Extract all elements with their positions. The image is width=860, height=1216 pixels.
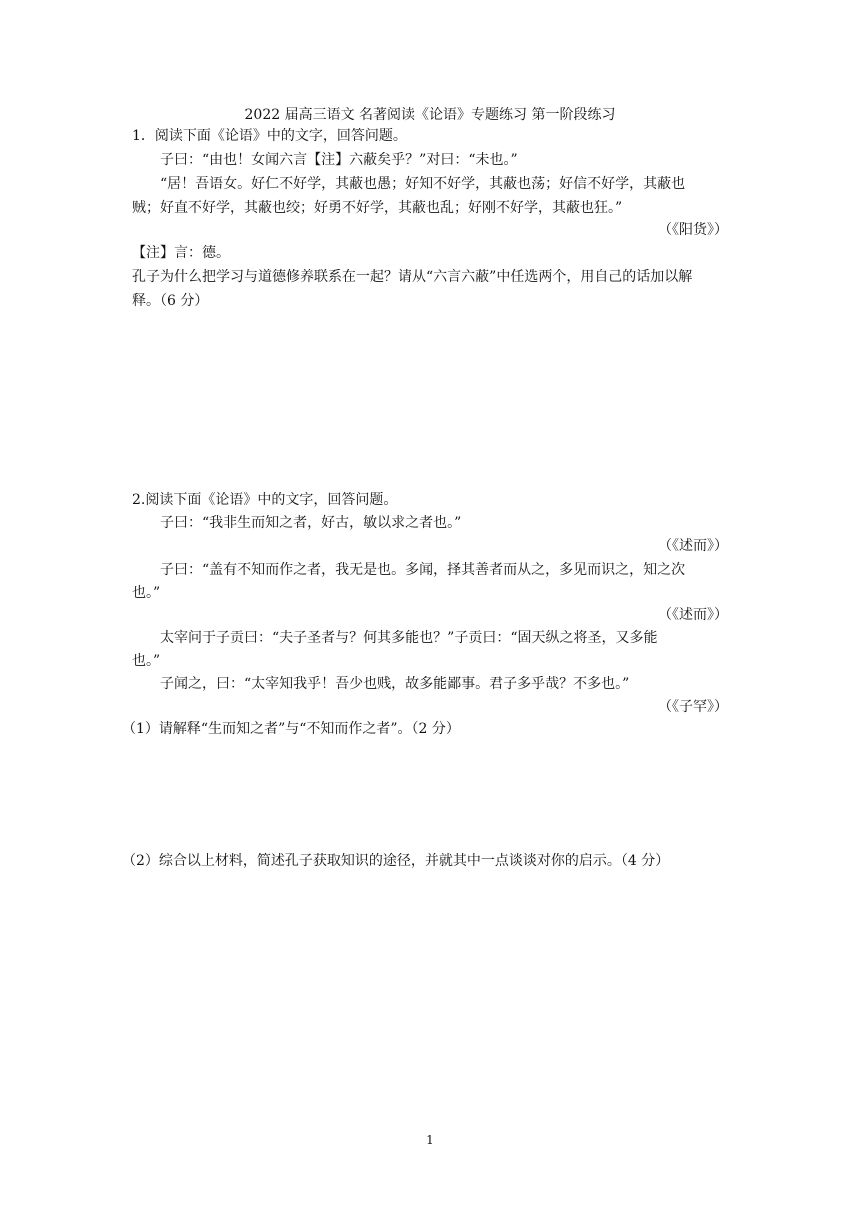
document-title: 2022 届高三语文 名著阅读《论语》专题练习 第一阶段练习 xyxy=(244,107,616,123)
q2-source-3: （《子罕》） xyxy=(658,699,728,715)
q2-subquestion-1: （1）请解释“生而知之者”与“不知而作之者”。（2 分） xyxy=(122,721,460,737)
q1-note: 【注】言：德。 xyxy=(132,245,230,261)
q1-source: （《阳货》） xyxy=(658,222,728,238)
q2-passage-line-1: 子曰：“我非生而知之者，好古，敏以求之者也。” xyxy=(160,515,462,531)
q2-passage-line-3: 也。” xyxy=(132,585,161,601)
q2-passage-line-5: 也。” xyxy=(132,653,161,669)
q2-heading: 2.阅读下面《论语》中的文字，回答问题。 xyxy=(132,492,398,508)
q2-passage-line-2: 子曰：“盖有不知而作之者，我无是也。多闻，择其善者而从之，多见而识之，知之次 xyxy=(160,562,686,578)
q2-subquestion-2: （2）综合以上材料，简述孔子获取知识的途径，并就其中一点谈谈对你的启示。（4 分） xyxy=(122,853,670,869)
q1-heading: 1．阅读下面《论语》中的文字，回答问题。 xyxy=(132,128,407,144)
q2-source-2: （《述而》） xyxy=(658,607,728,623)
q1-passage-line-1: 子曰：“由也！女闻六言【注】六蔽矣乎？”对曰：“未也。” xyxy=(160,152,518,168)
q2-source-1: （《述而》） xyxy=(658,538,728,554)
page-number: 1 xyxy=(426,1133,434,1147)
q2-passage-line-4: 太宰问于子贡曰：“夫子圣者与？何其多能也？”子贡曰：“固天纵之将圣，又多能 xyxy=(160,630,658,646)
q1-question-line-2: 释。（6 分） xyxy=(132,293,209,309)
q2-passage-line-6: 子闻之，曰：“太宰知我乎！吾少也贱，故多能鄙事。君子多乎哉？不多也。” xyxy=(160,676,630,692)
q1-passage-line-3: 贼；好直不好学，其蔽也绞；好勇不好学，其蔽也乱；好刚不好学，其蔽也狂。” xyxy=(132,200,623,216)
q1-passage-line-2: “居！吾语女。好仁不好学，其蔽也愚；好知不好学，其蔽也荡；好信不好学，其蔽也 xyxy=(160,176,686,192)
q1-question-line-1: 孔子为什么把学习与道德修养联系在一起？请从“六言六蔽”中任选两个，用自己的话加以解 xyxy=(132,269,693,285)
